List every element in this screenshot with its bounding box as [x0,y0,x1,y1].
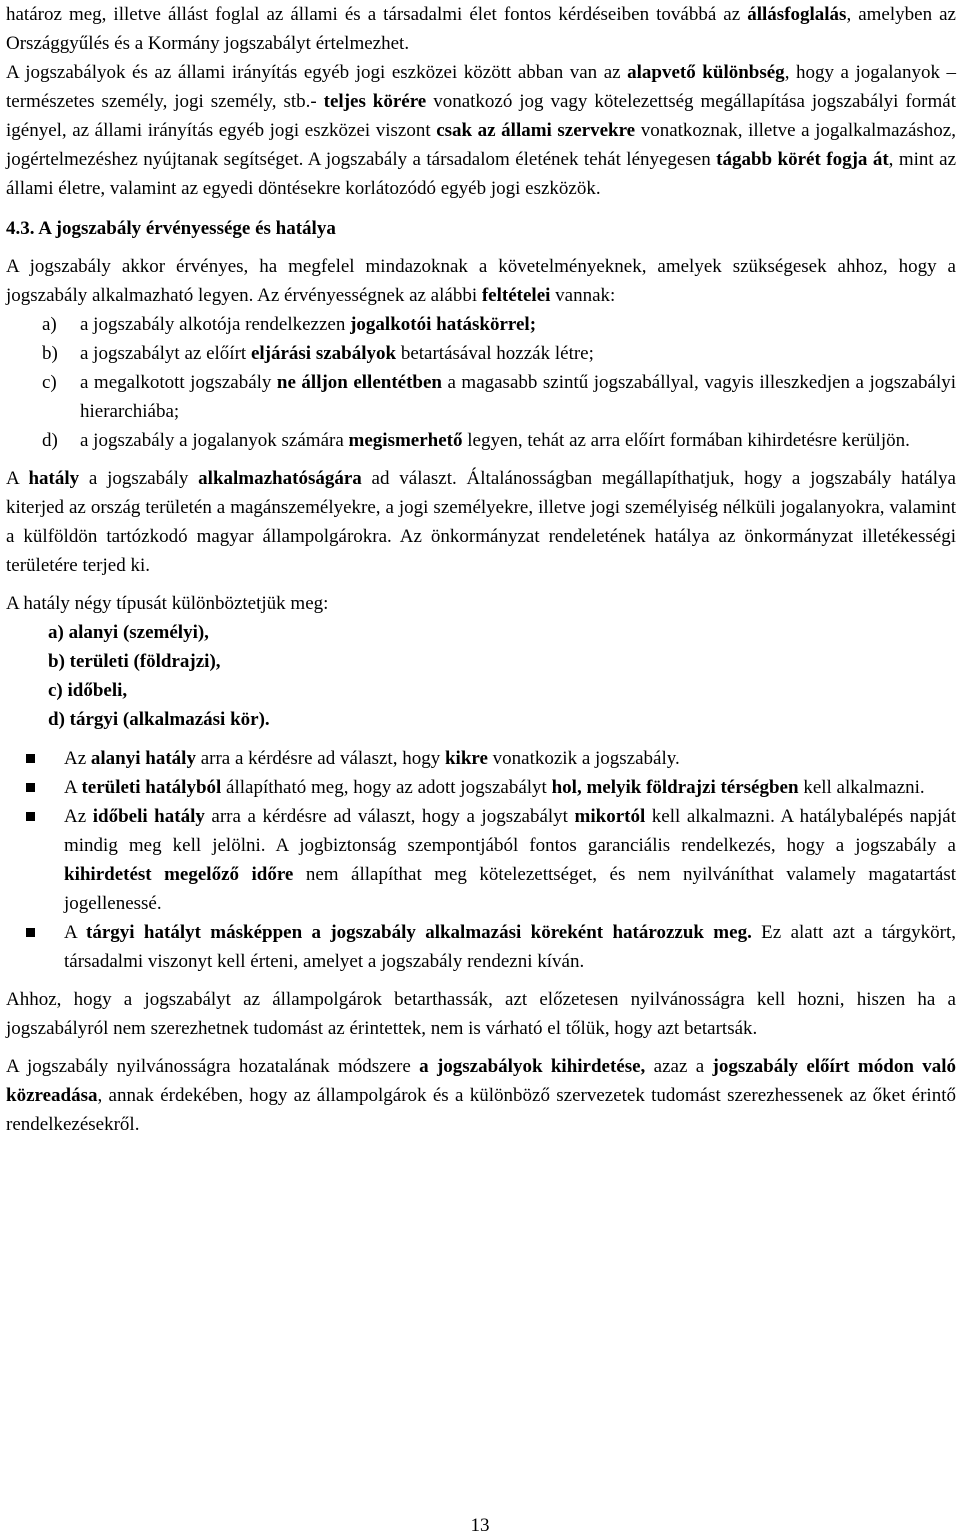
effect-paragraph: A hatály a jogszabály alkalmazhatóságára ad választ. Általánosságban megállapíthatjuk, hogy a jogszabály hatálya kiterjed az ország területén a magánszemélyekre, a jogi személyekre, illetve jogi személyiség nélküli jogalanyokra, valamint a külföldön tartózkodó magyar állampolgárokra. Az önkormányzat rendeletének hatálya az önkormányzat illetékességi területére terjed ki. [6,468,956,576]
type-item: d) tárgyi (alkalmazási kör). [48,709,270,730]
conditions-list [6,310,956,455]
validity-paragraph: A jogszabály akkor érvényes, ha megfelel mindazoknak a követelményeknek, amelyek szükségesek ahhoz, hogy a jogszabály alkalmazható legyen. Az érvényességnek az alábbi feltételei vannak: [6,256,956,306]
square-bullet-icon [26,783,35,792]
document-page [6,0,956,1139]
page-number: 13 [470,1515,490,1536]
condition-item: b) a jogszabályt az előírt eljárási szabályok betartásával hozzák létre; [42,343,594,364]
bullet-item: Az alanyi hatály arra a kérdésre ad választ, hogy kikre vonatkozik a jogszabály. [6,744,956,773]
bullet-item: A tárgyi hatályt másképpen a jogszabály alkalmazási köreként határozzuk meg. Ez alatt azt a tárgykört, társadalmi viszonyt kell érteni, amelyet a jogszabály rendezni kíván. [6,918,956,976]
type-item: b) területi (földrajzi), [48,651,221,672]
square-bullet-icon [26,754,35,763]
square-bullet-icon [26,812,35,821]
difference-paragraph: A jogszabályok és az állami irányítás egyéb jogi eszközei között abban van az alapvető különbség, hogy a jogalanyok – természetes személy, jogi személy, stb.- teljes körére vonatkozó jog vagy kötelezettség megállapítása jogszabályi formát igényel, az állami irányítás egyéb jogi eszközei viszont csak az állami szervekre vonatkoznak, illetve a jogalkalmazáshoz, jogértelmezéshez nyújtanak segítséget. A jogszabály a társadalom életének tehát lényegesen tágabb körét fogja át, mint az állami életre, valamint az egyedi döntésekre korlátozódó egyéb jogi eszközök. [6,62,957,199]
intro-paragraph: határoz meg, illetve állást foglal az állami és a társadalmi élet fontos kérdéseiben továbbá az állásfoglalás, amelyben az Országgyűlés és a Kormány jogszabályt értelmezhet. [6,4,956,54]
types-intro: A hatály négy típusát különböztetjük meg: [6,593,329,614]
section-heading: 4.3. A jogszabály érvényessége és hatálya [6,218,336,239]
condition-item: a) a jogszabály alkotója rendelkezzen jogalkotói hatáskörrel; [42,314,537,335]
types-list [6,618,956,734]
publication-paragraph: Ahhoz, hogy a jogszabályt az állampolgárok betarthassák, azt előzetesen nyilvánosságra kell hozni, hiszen ha a jogszabályról nem szerezhetnek tudomást az érintettek, nem is várható el tőlük, hogy azt betartsák. [6,989,956,1039]
type-item: c) időbeli, [48,680,128,701]
square-bullet-icon [26,928,35,937]
effect-bullets-list [6,744,956,976]
bullet-item: A területi hatályból állapítható meg, hogy az adott jogszabályt hol, melyik földrajzi térségben kell alkalmazni. [6,773,956,802]
condition-item: c) a megalkotott jogszabály ne álljon ellentétben a magasabb szintű jogszabállyal, vagyis illeszkedjen a jogszabályi hierarchiába; [42,372,956,422]
condition-item: d) a jogszabály a jogalanyok számára megismerhető legyen, tehát az arra előírt formában kihirdetésre kerüljön. [42,430,910,451]
bullet-item: Az időbeli hatály arra a kérdésre ad választ, hogy a jogszabályt mikortól kell alkalmazni. A hatálybalépés napját mindig meg kell jelölni. A jogbiztonság szempontjából fontos garanciális rendelkezés, hogy a jogszabály a kihirdetést megelőző időre nem állapíthat meg kötelezettséget, és nem nyilváníthat valamely magatartást jogellenessé. [6,802,956,918]
promulgation-paragraph: A jogszabály nyilvánosságra hozatalának módszere a jogszabályok kihirdetése, azaz a jogszabály előírt módon való közreadása, annak érdekében, hogy az állampolgárok és a különböző szervezetek tudomást szerezhessenek az őket érintő rendelkezésekről. [6,1056,957,1135]
type-item: a) alanyi (személyi), [48,622,209,643]
